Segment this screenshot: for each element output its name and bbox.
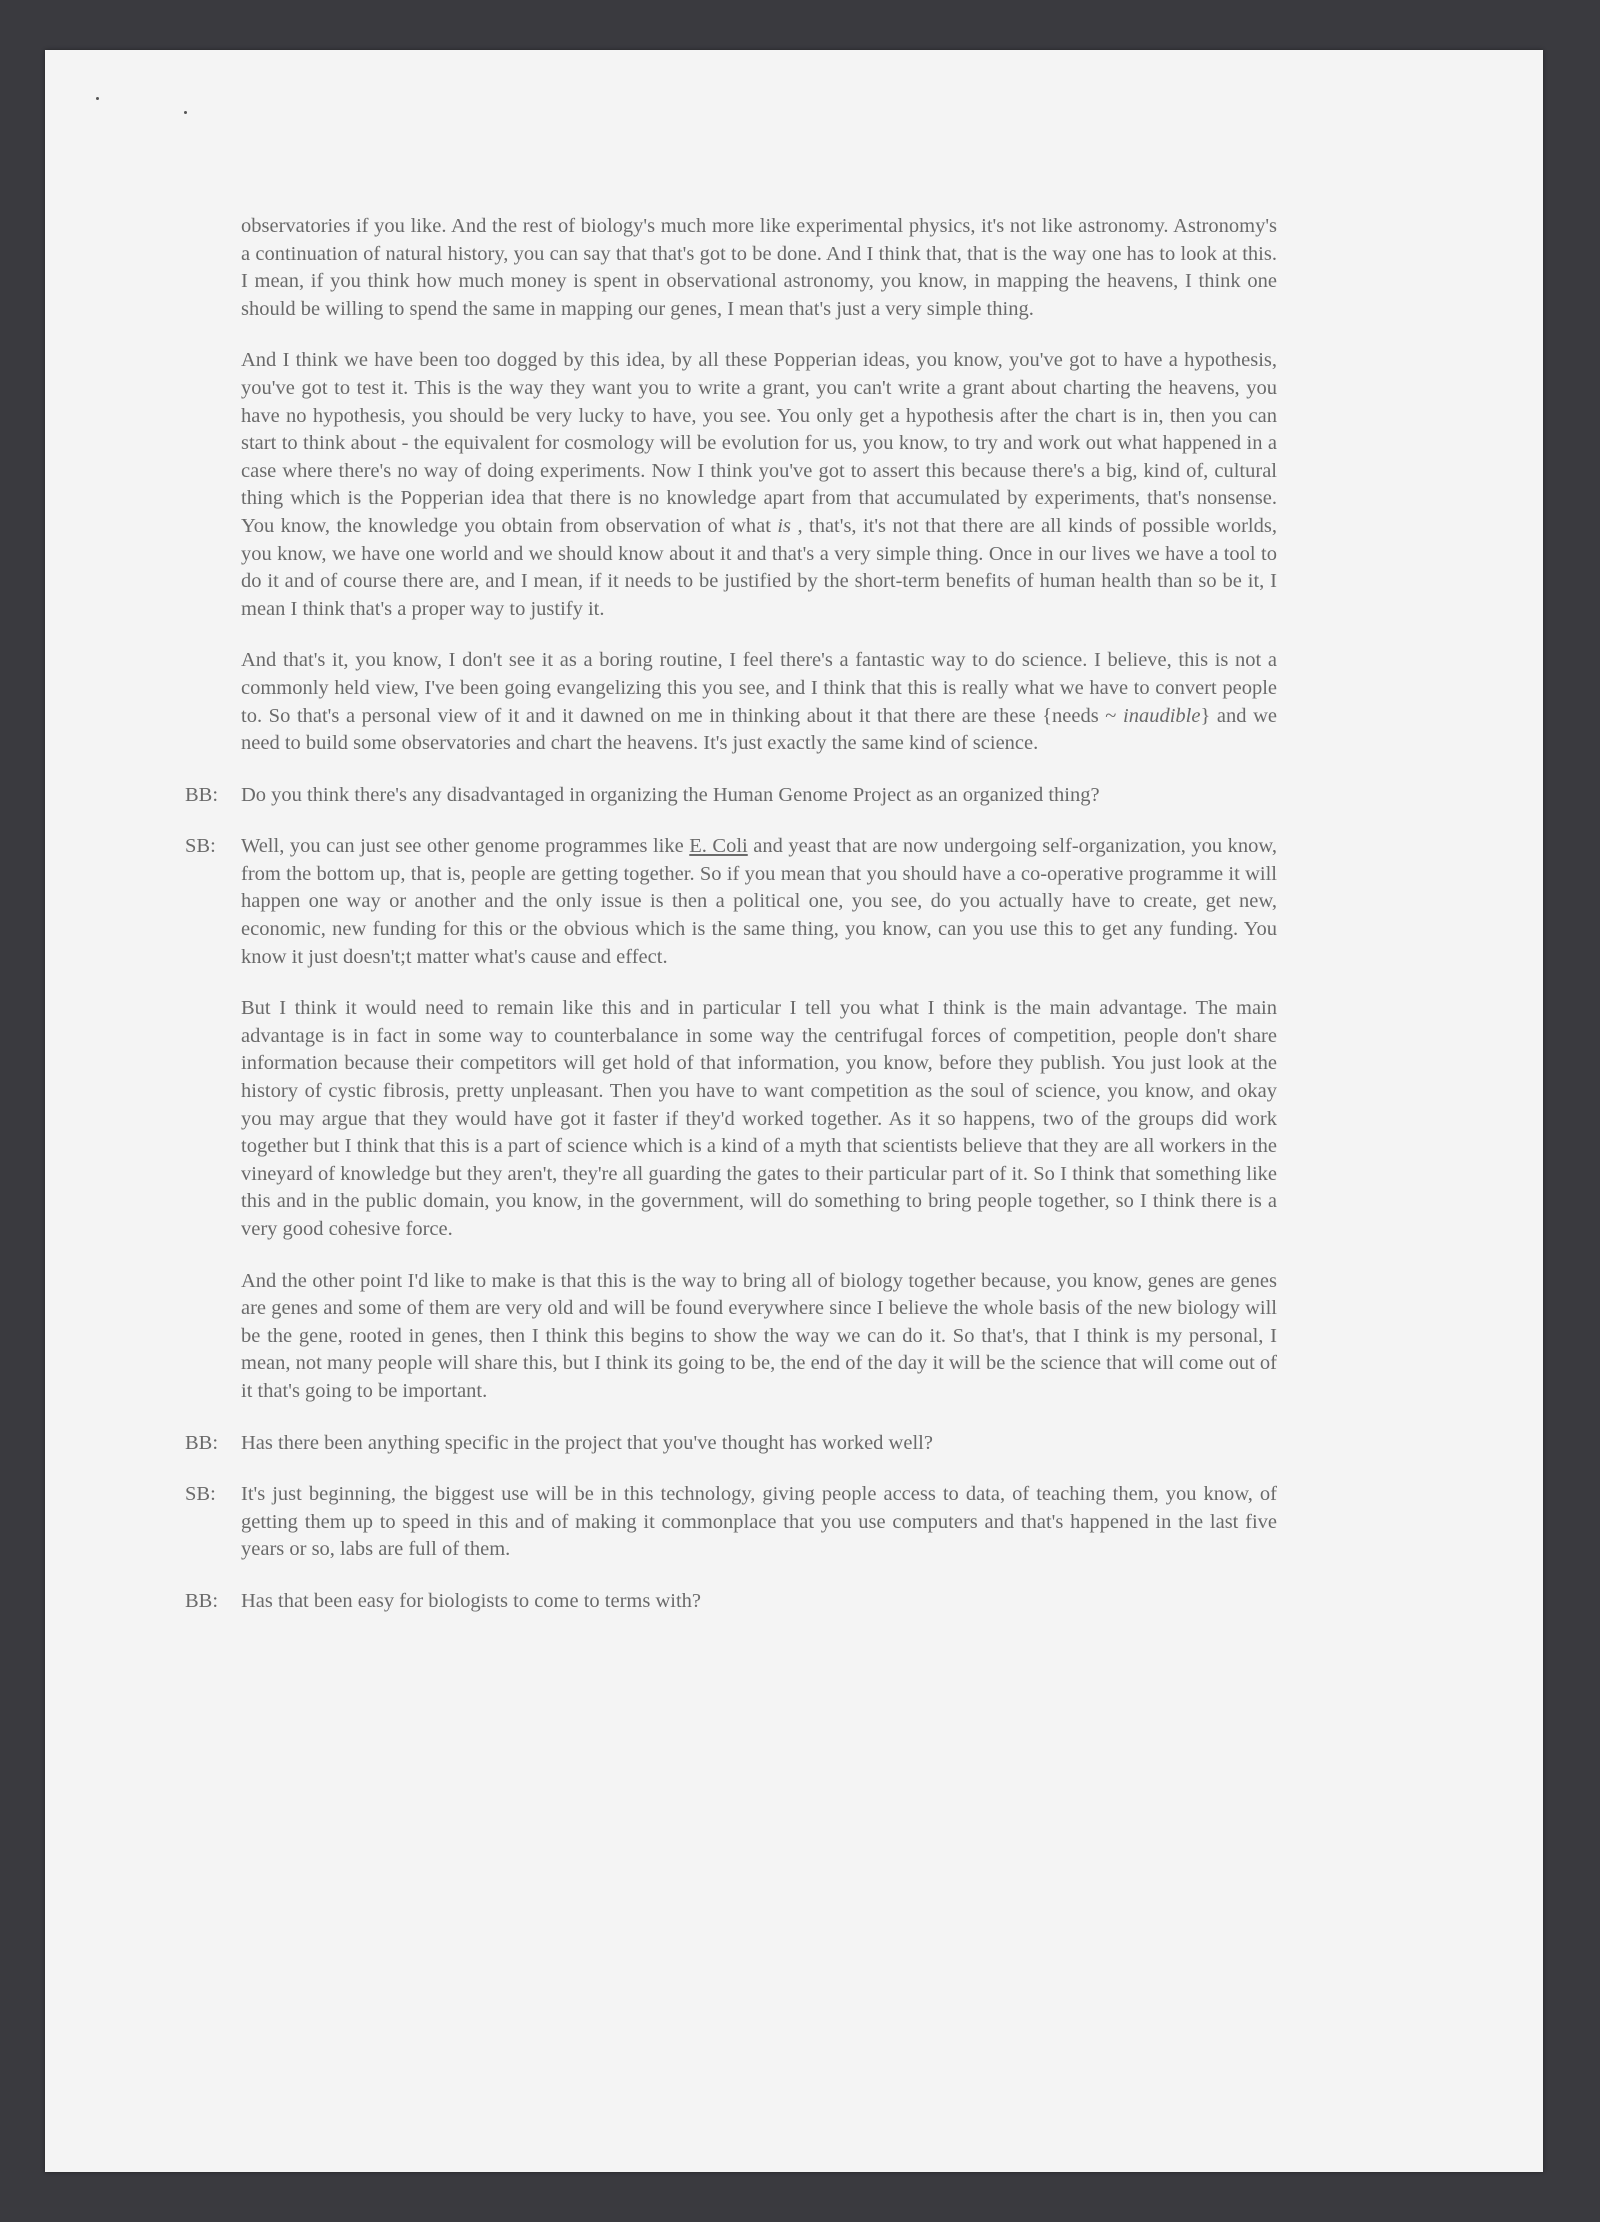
question-text: Has there been anything specific in the project that you've thought has worked well? [241, 1431, 933, 1454]
question-text: Do you think there's any disadvantaged in organizing the Human Genome Project as an organized thing? [241, 783, 1100, 806]
italic-emphasis: is [777, 514, 792, 537]
paragraph-text-part: } and we need to build some observatories and chart the heavens. It's just exactly the same kind of science. [241, 704, 1277, 755]
paper-speck [96, 97, 99, 100]
speaker-turn-bb [185, 1430, 1277, 1458]
paragraph-text: And the other point I'd like to make is that this is the way to bring all of biology together because, you know, genes are genes are genes and some of them are very old and will be found everywhere since I believe the whole basis of the new biology will be the gene, rooted in genes, then I think this begins to show the way we can do it. So that's, that I think is my personal, I mean, not many people will share this, but I think its going to be, the end of the day it will be the science that will come out of it that's going to be important. [241, 1269, 1277, 1402]
answer-text-part: Well, you can just see other genome programmes like [241, 835, 690, 858]
speaker-label: BB: [185, 783, 219, 806]
paragraph-text-part: , that's, it's not that there are all kinds of possible worlds, you know, we have one world and we should know about it and that's a very simple thing. Once in our lives we have a tool to do it and of course there are, and I mean, if it needs to be justified by the short-term benefits of human health than so be it, I mean I think that's a proper way to justify it. [241, 514, 1277, 620]
inaudible-note: inaudible [1123, 704, 1201, 727]
speaker-label: BB: [185, 1589, 219, 1612]
answer-text: It's just beginning, the biggest use will be in this technology, giving people access to data, of teaching them, you know, of getting them up to speed in this and of making it commonplace that you use computers and that's happened in the last five years or so, labs are full of them. [241, 1483, 1277, 1561]
speaker-label: SB: [185, 1483, 216, 1506]
paragraph-biology-together [185, 1268, 1277, 1406]
paragraph-text: observatories if you like. And the rest of biology's much more like experimental physics, it's not like astronomy. Astronomy's a continuation of natural history, you can say that that's got to be done. And I think that, that is the way one has to look at this. I mean, if you think how much money is spent in observational astronomy, you know, in mapping the heavens, I think one should be willing to spend the same in mapping our genes, I mean that's just a very simple thing. [241, 215, 1277, 320]
speaker-turn-sb [185, 833, 1277, 971]
speaker-label: SB: [185, 835, 216, 858]
paragraph-observatories [185, 647, 1277, 757]
paragraph-competition [185, 995, 1277, 1243]
underlined-term: E. Coli [689, 835, 748, 858]
question-text: Has that been easy for biologists to come to terms with? [241, 1589, 702, 1612]
paragraph-text-part: And I think we have been too dogged by this idea, by all these Popperian ideas, you know, you've got to have a hypothesis, you've got to test it. This is the way they want you to write a grant, you can't write a grant about charting the heavens, you have no hypothesis, you should be very lucky to have, you see. You only get a hypothesis after the chart is in, then you can start to think about - the equivalent for cosmology will be evolution for us, you know, to try and work out what happened in a case where there's no way of doing experiments. Now I think you've got to assert this because there's a big, kind of, cultural thing which is the Popperian idea that there is no knowledge apart from that accumulated by experiments, that's nonsense. You know, the knowledge you obtain from observation of what [241, 349, 1277, 537]
speaker-turn-sb [185, 1481, 1277, 1564]
answer-text-part: and yeast that are now undergoing self-organization, you know, from the bottom up, that is, people are getting together. So if you mean that you should have a co-operative programme it will happen one way or another and the only issue is then a political one, you see, do you actually have to create, get new, economic, new funding for this or the obvious which is the same thing, you know, can you use this to get any funding. You know it just doesn't;t matter what's cause and effect. [241, 835, 1278, 968]
transcript-body [185, 213, 1277, 1640]
paragraph-continuation [185, 213, 1277, 323]
paragraph-text: But I think it would need to remain like this and in particular I tell you what I think is the main advantage. The main advantage is in fact in some way to counterbalance in some way the centrifugal forces of competition, people don't share information because their competitors will get hold of that information, you know, before they publish. You just look at the history of cystic fibrosis, pretty unpleasant. Then you have to want competition as the soul of science, you know, and okay you may argue that they would have got it faster if they'd worked together. As it so happens, two of the groups did work together but I think that this is a part of science which is a kind of a myth that scientists believe that they are all workers in the vineyard of knowledge but they aren't, they're all guarding the gates to their particular part of it. So I think that something like this and in the public domain, you know, in the government, will do something to bring people together, so I think there is a very good cohesive force. [241, 997, 1277, 1240]
speaker-turn-bb [185, 782, 1277, 810]
paper-speck [184, 111, 187, 114]
paragraph-popperian [185, 347, 1277, 623]
paragraph-text-part: And that's it, you know, I don't see it as a boring routine, I feel there's a fantastic way to do science. I believe, this is not a commonly held view, I've been going evangelizing this you see, and I think that this is really what we have to convert people to. So that's a personal view of it and it dawned on me in thinking about it that there are these {needs ~ [241, 649, 1277, 727]
speaker-label: BB: [185, 1431, 219, 1454]
speaker-turn-bb [185, 1588, 1277, 1616]
